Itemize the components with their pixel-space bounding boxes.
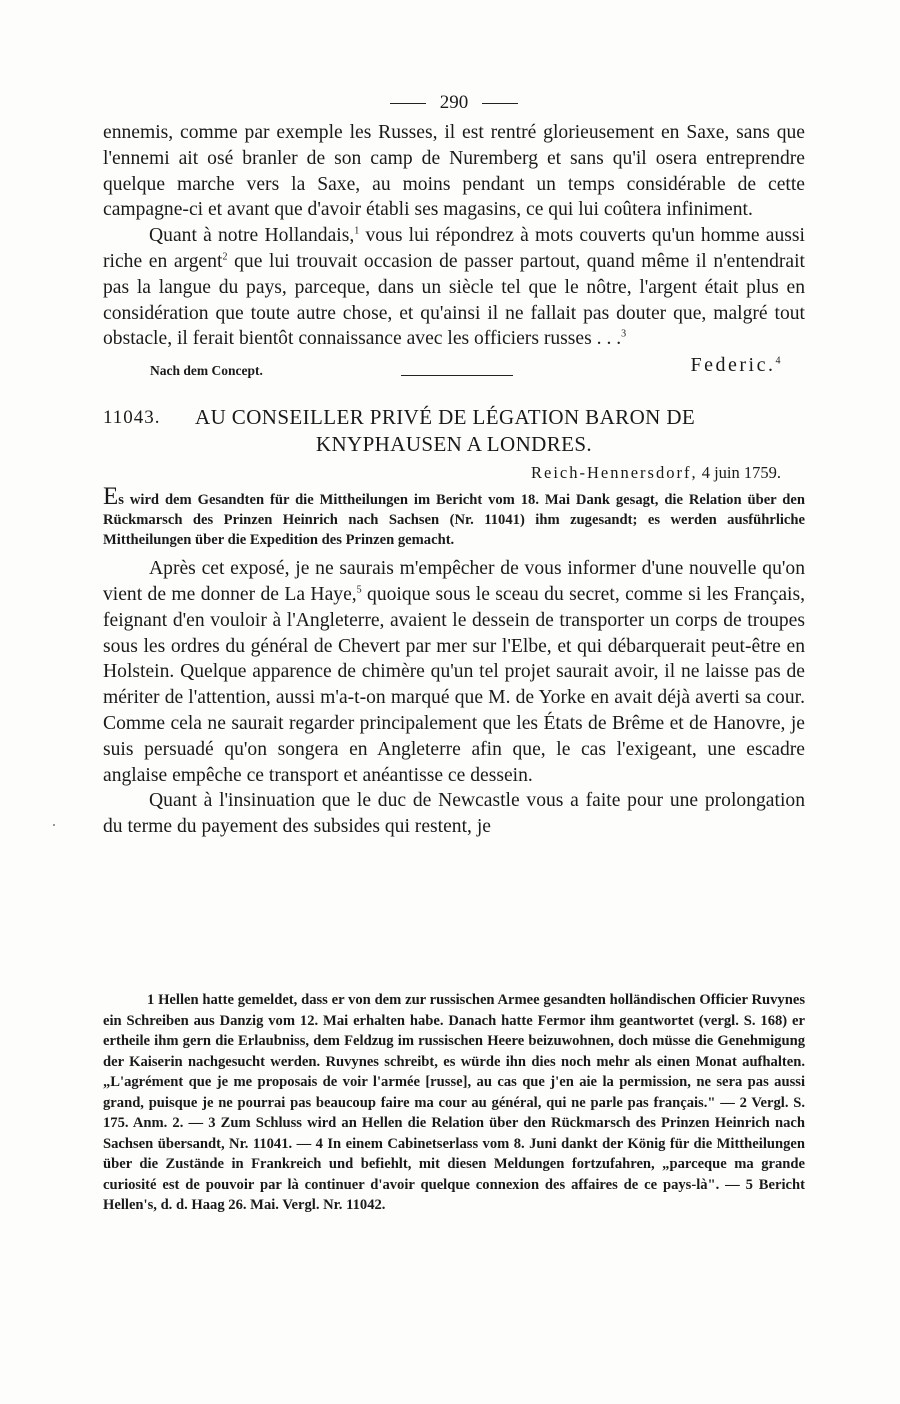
text-run: Quant à notre Hollandais, bbox=[149, 225, 355, 247]
signature bbox=[691, 354, 783, 377]
letter-summary bbox=[103, 483, 805, 550]
page-number: 290 bbox=[439, 92, 469, 113]
text-run: que lui trouvait occasion de passer partout, quand même il n'entendrait pas la langue du pays, parceque, dans un siècle tel que le nôtre, l'argent était plus en considération que toute autre chose, et qu'ainsi il ne fallait pas douter que, malgré tout obstacle, il ferait bientôt connaissance avec les officiers russes . . . bbox=[103, 250, 805, 350]
letter-place-date bbox=[103, 461, 805, 485]
footnote-ref-4: 4 bbox=[775, 355, 783, 367]
letter-body-paragraph-1 bbox=[103, 556, 805, 788]
signature-row bbox=[103, 354, 805, 384]
letter-date: 4 juin 1759. bbox=[701, 463, 781, 483]
intro-paragraph-2 bbox=[103, 223, 805, 352]
intro-paragraph-1: ennemis, comme par exemple les Russes, il est rentré glorieusement en Saxe, sans que l'ennemi ait osé branler de son camp de Nuremberg et sans qu'il osera entreprendre quelque marche vers la Saxe, au moins pendant un temps considérable de cette campagne-ci et avant que d'avoir établi ses magasins, ce qui lui coûtera infiniment. bbox=[103, 122, 805, 221]
summary-initial: E bbox=[103, 483, 119, 511]
source-note: Nach dem Concept. bbox=[150, 363, 263, 379]
summary-text: s wird dem Gesandten für die Mittheilungen im Bericht vom 18. Mai Dank gesagt, die Relation über den Rückmarsch des Prinzen Heinrich nach Sachsen (Nr. 11041) ihm zugesandt; es werden ausführliche Mittheilungen über die Expedition des Prinzen gemacht. bbox=[103, 492, 805, 549]
letter-place: Reich-Hennersdorf, bbox=[531, 463, 698, 483]
footnote-ref-5: 5 bbox=[356, 584, 362, 596]
footnote-ref-3: 3 bbox=[621, 328, 627, 340]
text-run: vous lui répondrez à mots couverts qu'un homme aussi riche en argent bbox=[103, 225, 805, 272]
footnote-ref-2: 2 bbox=[222, 251, 228, 263]
page-body bbox=[103, 86, 805, 840]
scan-speck bbox=[53, 824, 55, 826]
letter-title-line-2: KNYPHAUSEN A LONDRES. bbox=[315, 432, 593, 457]
header-rule-right bbox=[482, 103, 518, 104]
footnotes-text: 1 Hellen hatte gemeldet, dass er von dem zur russischen Armee gesandten holländischen Officier Ruvynes ein Schreiben aus Danzig vom 12. Mai erhalten habe. Danach hatte Fermor ihm geantwortet (vergl. S. 168) er ertheile ihm gern die Erlaubniss, dem Feldzug im russischen Heere beizuwohnen, doch müsse die Genehmigung der Kaiserin nachgesucht werden. Ruvynes schreibt, es würde ihn dies noch mehr als einen Monat aufhalten. „L'agrément que je me proposais de voir l'armée [russe], au cas que j'en aie la permission, ne sera pas aussi grand, puisque je ne pourrai pas beaucoup faire ma cour au général, qui ne parle pas français." — 2 Vergl. S. 175. Anm. 2. — 3 Zum Schluss wird an Hellen die Relation über den Rückmarsch des Prinzen Heinrich nach Sachsen übersandt, Nr. 11041. — 4 In einem Cabinetserlass vom 8. Juni dankt der König für die Mittheilungen über die Zustände in Frankreich und befiehlt, mit diesen Meldungen fortzufahren, „parceque ma grande curiosité est de pouvoir par là continuer d'avoir quelque connexion des affaires de ce pays-là". — 5 Bericht Hellen's, d. d. Haag 26. Mai. Vergl. Nr. 11042. bbox=[103, 992, 805, 1213]
header-rule-left bbox=[390, 103, 426, 104]
text-run: quoique sous le sceau du secret, comme si les Français, feignant d'en vouloir à l'Angleterre, avaient le dessein de transporter un corps de troupes sous les ordres du général de Chevert par mer sur l'Elbe, et qui débarquerait peut-être en Holstein. Quelque apparence de chimère qu'un tel projet saurait avoir, il ne laisse pas de mériter de l'attention, aussi m'a-t-on marqué que M. de Yorke en avait déjà averti sa cour. Comme cela ne saurait regarder principalement que les États de Brême et de Hanovre, je suis persuadé qu'on songera en Angleterre afin que, le cas l'exigeant, une escadre anglaise empêche ce transport et anéantisse ce dessein. bbox=[103, 583, 805, 786]
text-run: Après cet exposé, je ne saurais m'empêcher de vous informer d'une nouvelle qu'on vient de me donner de La Haye, bbox=[103, 558, 805, 605]
page-header bbox=[103, 86, 805, 120]
letter-title-line-1: AU CONSEILLER PRIVÉ DE LÉGATION BARON DE bbox=[195, 405, 696, 430]
letter-body-paragraph-2: Quant à l'insinuation que le duc de Newcastle vous a faite pour une prolongation du terme du payement des subsides qui restent, je bbox=[103, 790, 805, 838]
signature-name: Federic. bbox=[690, 354, 776, 377]
letter-heading bbox=[103, 404, 805, 458]
footnotes bbox=[103, 990, 805, 1216]
letter-number: 11043. bbox=[103, 407, 161, 429]
section-divider bbox=[401, 375, 513, 376]
footnote-ref-1: 1 bbox=[354, 225, 360, 237]
